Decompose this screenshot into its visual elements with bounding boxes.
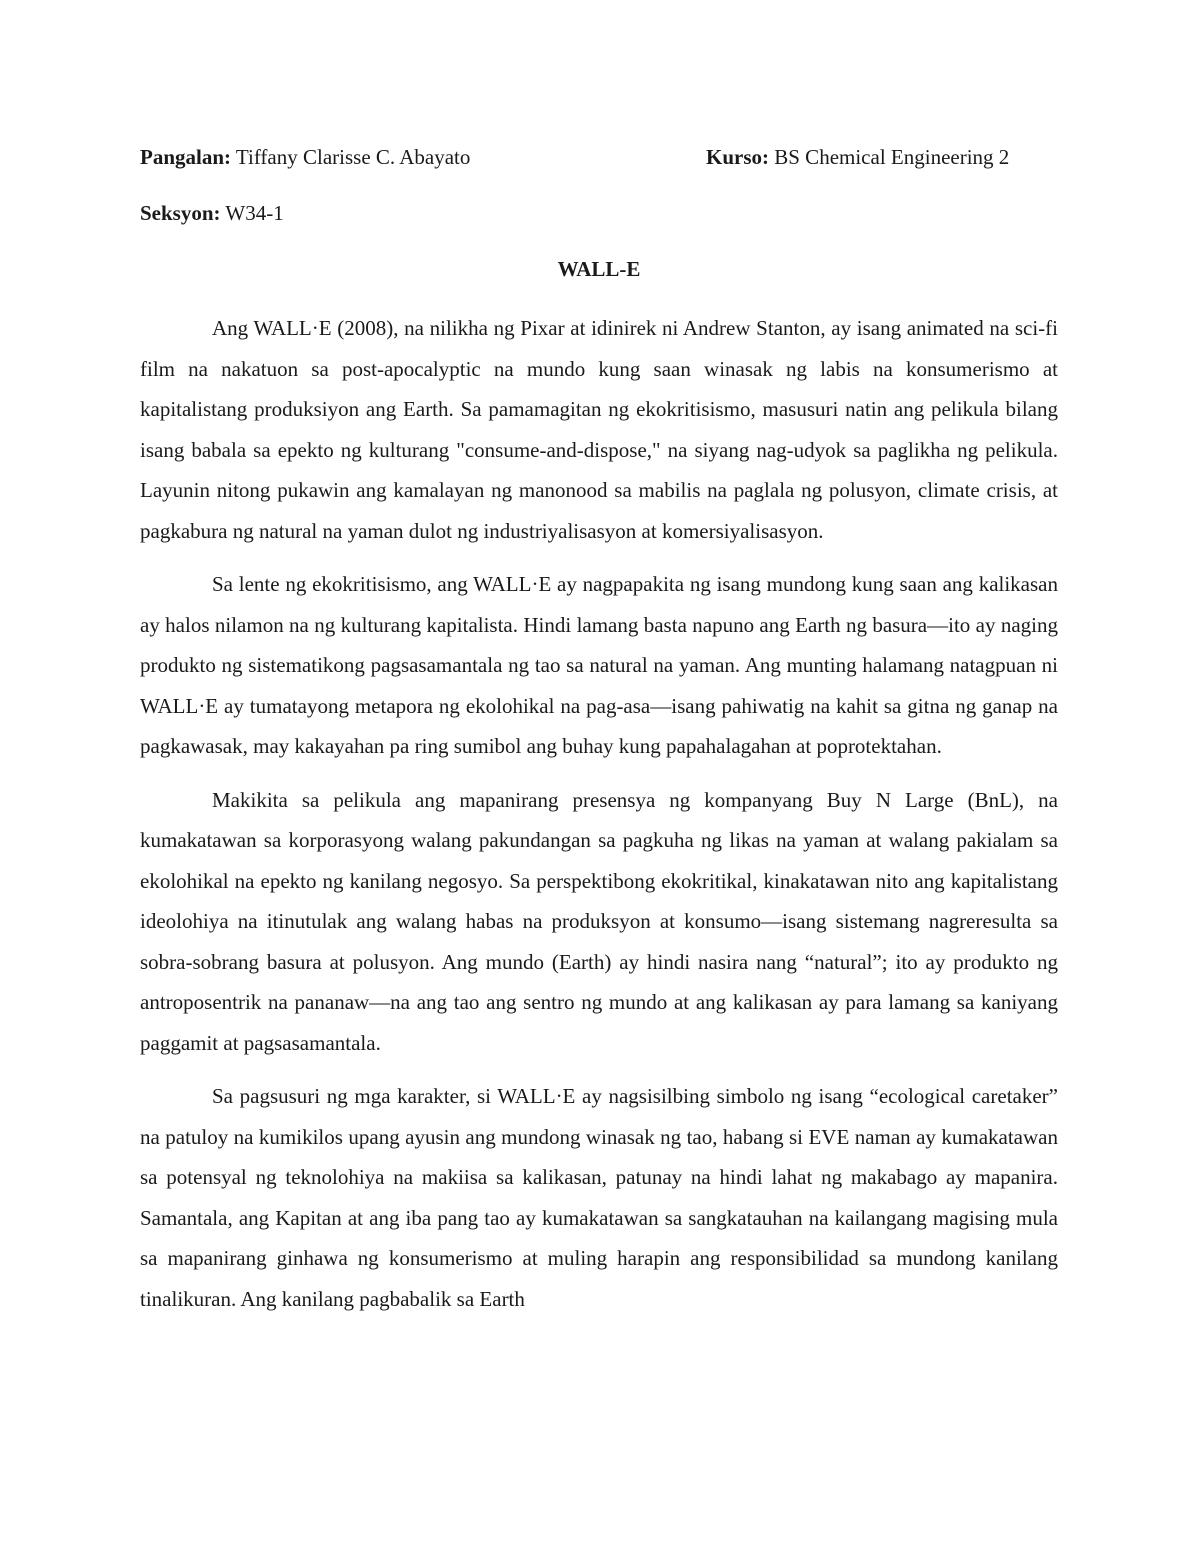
name-field (140, 144, 470, 170)
essay-body (140, 308, 1058, 1332)
paragraph: Makikita sa pelikula ang mapanirang presensya ng kompanyang Buy N Large (BnL), na kumakatawan sa korporasyong walang pakundangan sa pagkuha ng likas na yaman at walang pakialam sa ekolohikal na epekto ng kanilang negosyo. Sa perspektibong ekokritikal, kinakatawan nito ang kapitalistang ideolohiya na itinutulak ang walang habas na produksyon at konsumo—isang sistemang nagreresulta sa sobra-sobrang basura at polusyon. Ang mundo (Earth) ay hindi nasira nang “natural”; ito ay produkto ng antroposentrik na pananaw—na ang tao ang sentro ng mundo at ang kalikasan ay para lamang sa kaniyang paggamit at pagsasamantala. (140, 787, 1058, 1055)
section-value: W34-1 (225, 201, 284, 225)
paragraph: Ang WALL·E (2008), na nilikha ng Pixar at idinirek ni Andrew Stanton, ay isang animated na sci-fi film na nakatuon sa post-apocalyptic na mundo kung saan winasak ng labis na konsumerismo at kapitalistang produksiyon ang Earth. Sa pamamagitan ng ekokritisismo, masusuri natin ang pelikula bilang isang babala sa epekto ng kulturang "consume-and-dispose," na siyang nag-udyok sa paglikha ng pelikula. Layunin nitong pukawin ang kamalayan ng manonood sa mabilis na paglala ng polusyon, climate crisis, at pagkabura ng natural na yaman dulot ng industriyalisasyon at komersiyalisasyon. (140, 316, 1058, 543)
section-field (140, 200, 284, 226)
name-value: Tiffany Clarisse C. Abayato (235, 145, 471, 169)
paragraph: Sa lente ng ekokritisismo, ang WALL·E ay nagpapakita ng isang mundong kung saan ang kalikasan ay halos nilamon na ng kulturang kapitalista. Hindi lamang basta napuno ang Earth ng basura—ito ay naging produkto ng sistematikong pagsasamantala ng tao sa natural na yaman. Ang munting halamang natagpuan ni WALL·E ay tumatayong metapora ng ekolohikal na pag-asa—isang pahiwatig na kahit sa gitna ng ganap na pagkawasak, may kakayahan pa ring sumibol ang buhay kung papahalagahan at poprotektahan. (140, 572, 1058, 758)
name-label: Pangalan: (140, 145, 232, 169)
course-label: Kurso: (706, 145, 769, 169)
course-field (706, 144, 1009, 170)
course-value: BS Chemical Engineering 2 (774, 145, 1010, 169)
section-label: Seksyon: (140, 201, 221, 225)
paragraph: Sa pagsusuri ng mga karakter, si WALL·E ay nagsisilbing simbolo ng isang “ecological caretaker” na patuloy na kumikilos upang ayusin ang mundong winasak ng tao, habang si EVE naman ay kumakatawan sa potensyal ng teknolohiya na makiisa sa kalikasan, patunay na hindi lahat ng makabago ay mapanira. Samantala, ang Kapitan at ang iba pang tao ay kumakatawan sa sangkatauhan na kailangang magising mula sa mapanirang ginhawa ng konsumerismo at muling harapin ang responsibilidad sa mundong kanilang tinalikuran. Ang kanilang pagbabalik sa Earth (140, 1084, 1058, 1311)
document-title: WALL-E (557, 257, 641, 281)
